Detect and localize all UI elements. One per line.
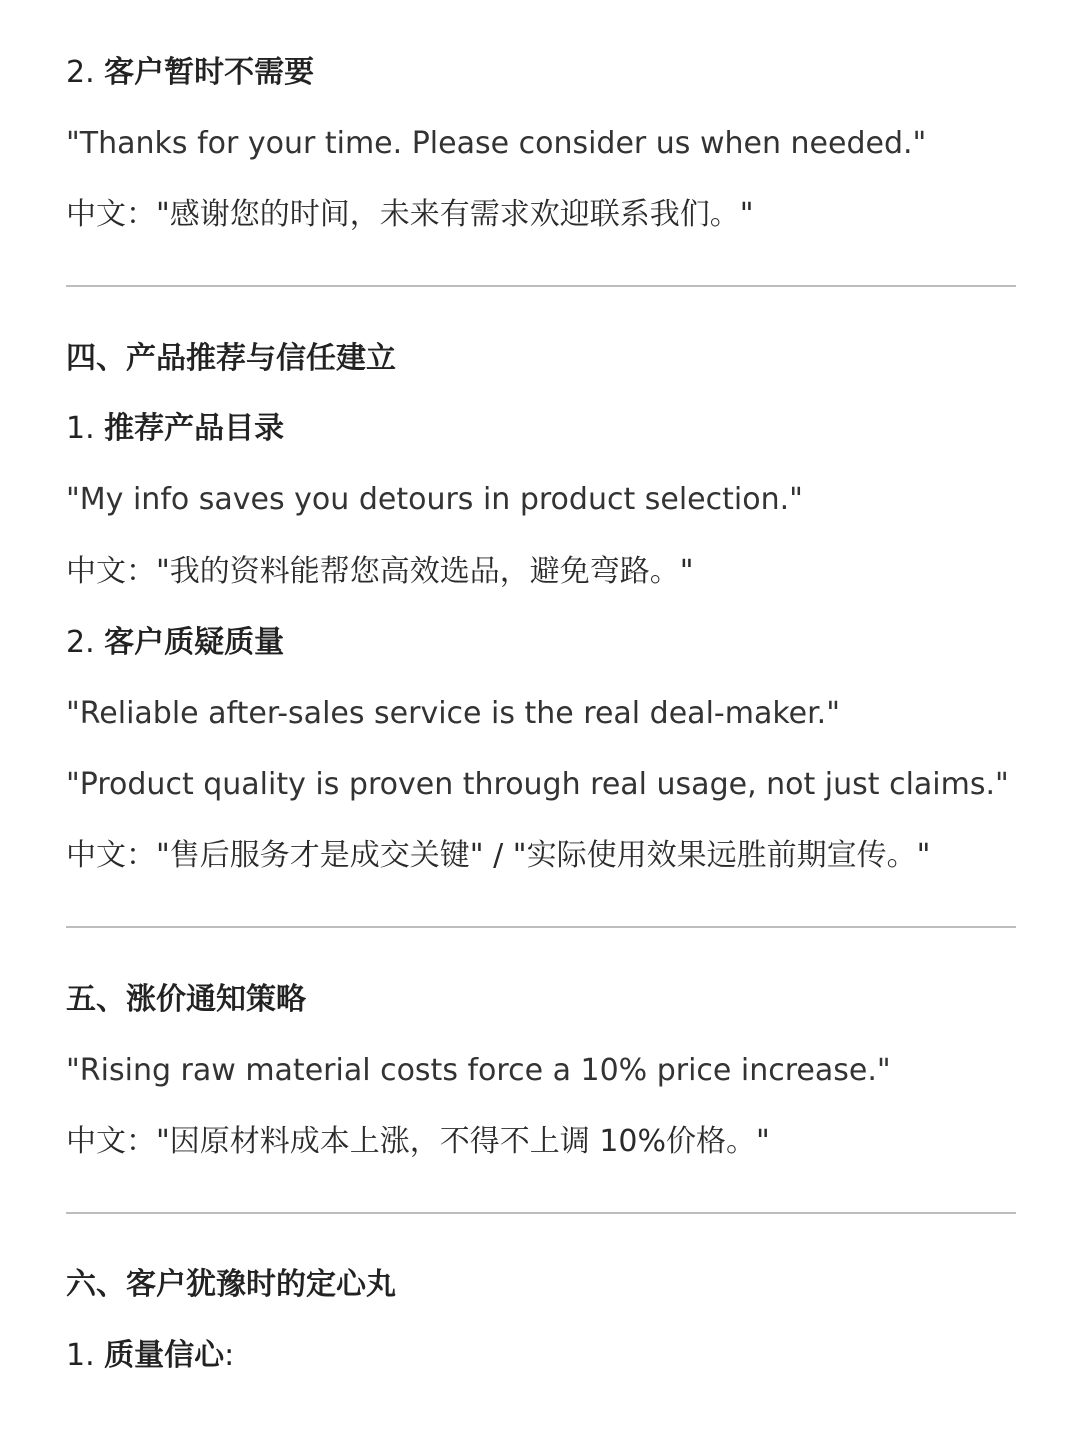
chinese-translation: 中文："因原材料成本上涨，不得不上调 10%价格。" xyxy=(66,1124,770,1159)
section-divider xyxy=(66,1212,1016,1214)
item-number: 2. xyxy=(66,625,105,660)
item-heading xyxy=(66,53,314,93)
item-heading xyxy=(66,1336,234,1376)
item-title: 客户暂时不需要 xyxy=(104,55,315,90)
item-title: 质量信心 xyxy=(104,1338,225,1373)
item-number: 1. xyxy=(66,411,105,446)
english-quote: "Thanks for your time. Please consider us when needed." xyxy=(66,126,927,161)
item-heading xyxy=(66,409,284,449)
item-title: 客户质疑质量 xyxy=(104,625,285,660)
item-number: 1. xyxy=(66,1338,105,1373)
english-quote: "Rising raw material costs force a 10% price increase." xyxy=(66,1053,891,1088)
section-heading: 五、涨价通知策略 xyxy=(66,982,306,1017)
item-heading xyxy=(66,623,284,663)
english-quote: "Product quality is proven through real usage, not just claims." xyxy=(66,767,1009,802)
item-title: 推荐产品目录 xyxy=(104,411,285,446)
section-heading: 四、产品推荐与信任建立 xyxy=(66,341,396,376)
chinese-translation: 中文："我的资料能帮您高效选品，避免弯路。" xyxy=(66,554,694,589)
chinese-translation: 中文："售后服务才是成交关键" / "实际使用效果远胜前期宣传。" xyxy=(66,838,931,873)
english-quote: "My info saves you detours in product selection." xyxy=(66,482,803,517)
chinese-translation: 中文："感谢您的时间，未来有需求欢迎联系我们。" xyxy=(66,197,754,232)
section-divider xyxy=(66,926,1016,928)
item-title-colon: : xyxy=(224,1338,235,1373)
section-divider xyxy=(66,285,1016,287)
item-number: 2. xyxy=(66,55,105,90)
english-quote: "Reliable after-sales service is the real deal-maker." xyxy=(66,696,841,731)
section-heading: 六、客户犹豫时的定心丸 xyxy=(66,1267,396,1302)
